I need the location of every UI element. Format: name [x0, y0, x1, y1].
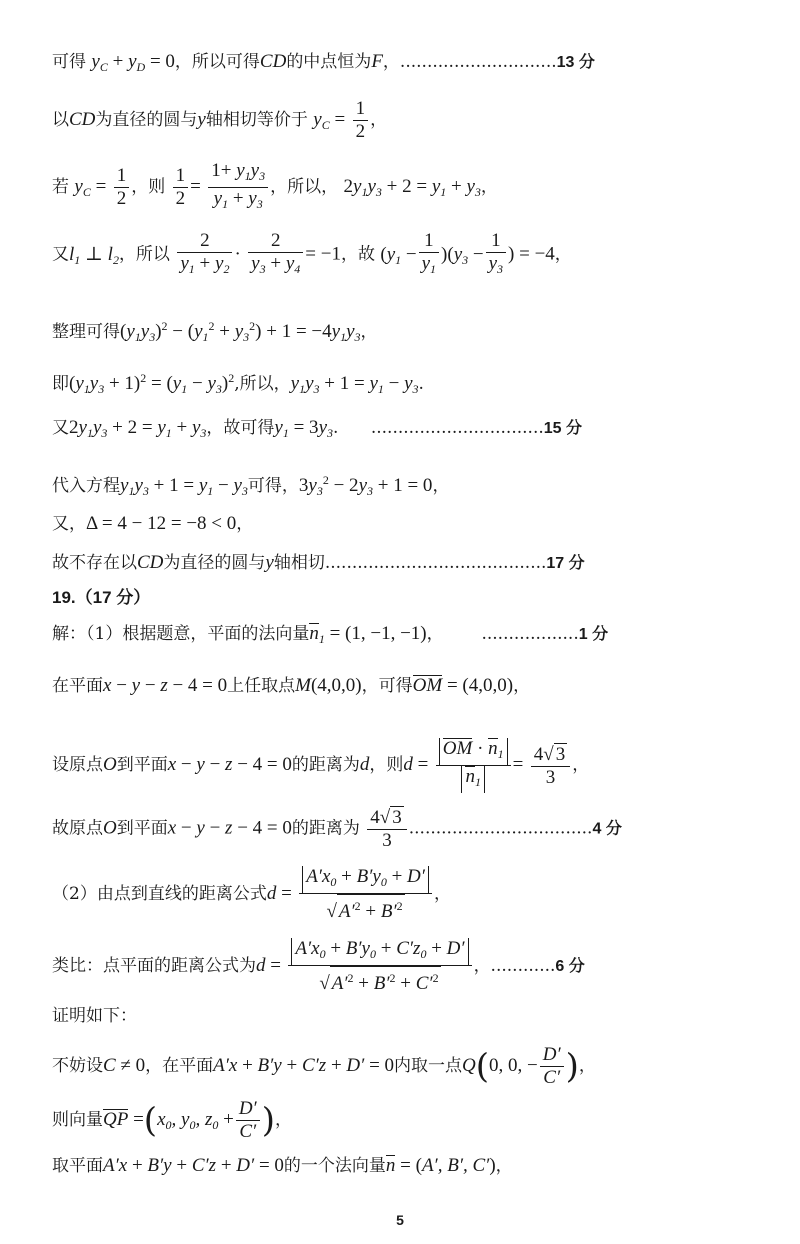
line-10: 故不存在以CD为直径的圆与y轴相切.........................................17 分	[52, 552, 585, 573]
score-mark: 1 分	[578, 626, 609, 643]
line-17: 类比：点平面的距离公式为d = $\frac{A'x_0 + B'y_0 + C'z_0 + D'}{√ A'^2 + B'^2 + C'^2}$ ，............6 分	[52, 938, 585, 994]
score-mark: 15 分	[543, 420, 582, 437]
line-18: 证明如下：	[52, 1006, 137, 1026]
line-7: 又$2y_1y_3 + 2 = y_1 + y_3$，故可得$y_1 = 3y_3$. ................................15 分	[52, 417, 582, 440]
line-9: 又，Δ = 4 − 12 = −8 < 0，	[52, 513, 254, 534]
line-2: 以CD为直径的圆与y轴相切等价于 $y_C$ = $\frac{1}{2}$ ，	[52, 98, 388, 142]
line-14: 设原点O到平面x − y − z − 4 = 0的距离为d，则d = $\frac{OM \cdot n_1}{n_1}$ = $\frac{4√ 3}{3}$ ，	[52, 738, 772, 793]
line-12: 解：（1）根据题意，平面的法向量$n_1 = (1$, −1, −1)， ..................1 分	[52, 623, 609, 646]
line-8: 代入方程$y_1y_3 + 1 = y_1 - y_3$可得，$3y_3^2 - 2y_3 + 1 = 0$，	[52, 473, 450, 498]
score-mark: 4 分	[592, 820, 622, 838]
line-21: 取平面A′x + B′y + C′z + D′ = 0的一个法向量n = (A′, B′, C′)，	[52, 1155, 513, 1176]
score-mark: 6 分	[555, 958, 585, 975]
line-1: 可得 $y_C + y_D = 0$，所以可得CD的中点恒为F，.............................13 分	[52, 51, 595, 74]
line-19: 不妨设C ≠ 0，在平面A′x + B′y + C′z + D′ = 0内取一点Q(0, 0, − $\frac{D'}{C'}$ )，	[52, 1044, 596, 1088]
line-3: 若 $y_C$ = $\frac{1}{2}$ ，则 $\frac{1}{2}$ = $\frac{1+ y_1y_3}{y_1 + y_3}$ ，所以， $2y_1y_3 + 2 = y_1 + y_3$，	[52, 160, 498, 211]
line-16: （2）由点到直线的距离公式d = $\frac{A'x_0 + B'y_0 + D'}{√ A'^2 + B'^2}$ ，	[52, 866, 451, 922]
score-mark: 17 分	[546, 555, 585, 572]
score-mark: 13 分	[556, 54, 595, 71]
question-heading: 19.（17 分）	[52, 588, 151, 607]
line-15: 故原点O到平面x − y − z − 4 = 0的距离为 $\frac{4√ 3}{3}$ ..................................4 分	[52, 807, 622, 851]
line-20: 则向量QP $=(x_0$, $y_0$, $z_0$ + $\frac{D'}{C'}$ )，	[52, 1098, 292, 1142]
formula: $y_C + y_D = 0$	[91, 51, 175, 74]
line-5: 整理可得$(y_1y_3)^2 - (y_1^2 + y_3^2) + 1 = -4y_1y_3$，	[52, 319, 378, 344]
page-number: 5	[396, 1212, 404, 1228]
line-4: 又$l_1$ ⊥ $l_2$，所以 $\frac{2}{y_1 + y_2}$ · $\frac{2}{y_3 + y_4}$ = −1，故 ($y_1$ − $\frac{1}{y_1}$ )($y_3$ − $\frac{1}{y_3}$ ) = −4，	[52, 230, 572, 276]
line-13: 在平面x − y − z − 4 = 0上任取点M(4,0,0)，可得OM = (4,0,0)，	[52, 675, 531, 696]
fraction: $\frac{1}{2}$	[353, 98, 369, 143]
line-6: 即$(y_1y_3 + 1)^2 = (y_1 - y_3)^2$,所以，$y_1y_3 + 1 = y_1 - y_3$.	[52, 371, 424, 396]
